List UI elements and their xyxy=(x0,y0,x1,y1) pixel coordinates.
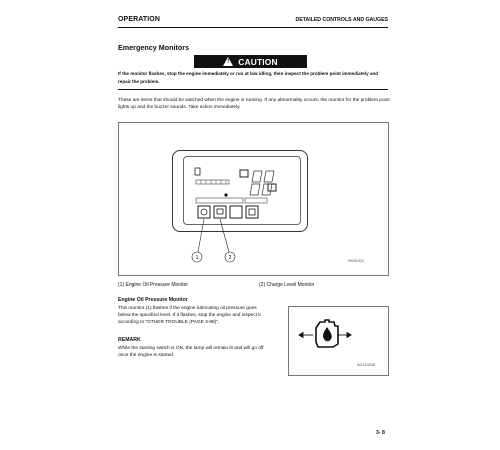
header-section: DETAILED CONTROLS AND GAUGES xyxy=(295,17,388,23)
figure-code: 3W01532 xyxy=(348,259,365,263)
caption-engine-oil: (1) Engine Oil Pressure Monitor xyxy=(118,282,189,288)
oil-pressure-text: This monitor (1) flashes if the engine lubricating oil pressure goes below the specified level. If it flashes, stop the engine and inspect it according to "OTHER TROUBLE (PAGE 3-88)". xyxy=(118,306,261,326)
caution-text: If the monitor flashes, stop the engine immediately or run at low idling, then inspect the problem point immediately and repair the problem. xyxy=(118,71,379,84)
callout-1: 1 xyxy=(195,255,199,261)
caution-label: CAUTION xyxy=(238,56,278,67)
caption-charge: (2) Charge Level Monitor xyxy=(259,282,315,288)
page-number: 3- 8 xyxy=(376,430,385,436)
warning-icon: ! xyxy=(223,57,233,66)
figure2-code: AD143538 xyxy=(357,363,375,367)
section-title: Emergency Monitors xyxy=(118,43,190,52)
oil-pressure-title: Engine Oil Pressure Monitor xyxy=(118,297,188,303)
remark-text: While the starting switch is ON, the lamp will remain lit and will go off once the engine is started. xyxy=(118,346,264,359)
intro-paragraph: These are items that should be watched when the engine is running. If any abnormality occurs, the monitor for the problem point lights up and the buzzer sounds. Take action immediately. xyxy=(118,98,390,111)
callout-2: 2 xyxy=(228,255,232,261)
header-chapter: OPERATION xyxy=(118,16,160,23)
remark-title: REMARK xyxy=(118,337,141,343)
